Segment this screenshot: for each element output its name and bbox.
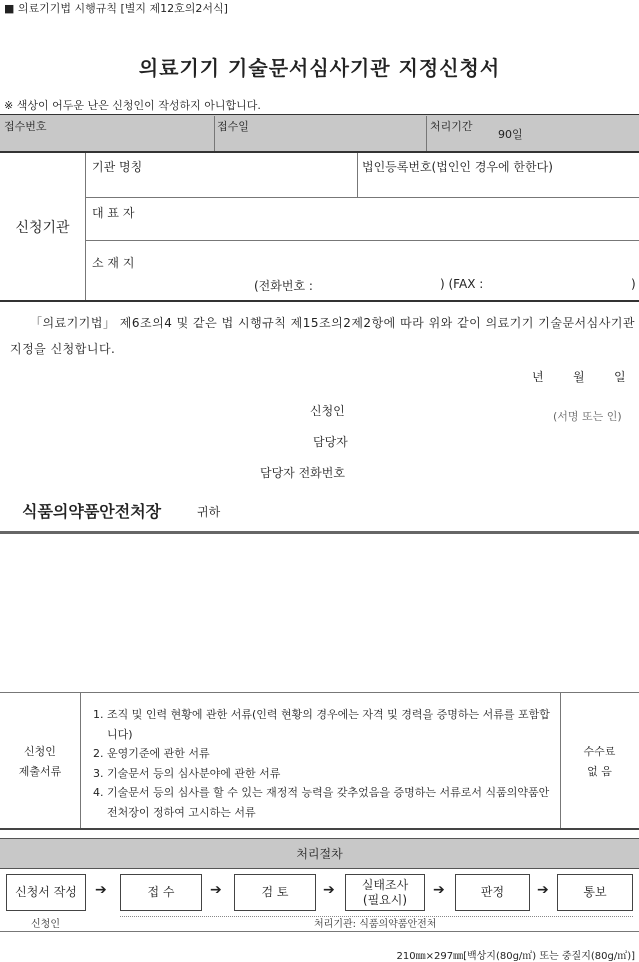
- corp-registration-label: 법인등록번호(법인인 경우에 한한다): [362, 160, 553, 174]
- step-review: 검 토: [234, 874, 316, 911]
- instruction-note: ※ 색상이 어두운 난은 신청인이 작성하지 아니합니다.: [4, 99, 261, 112]
- arrow-icon: ➔: [433, 882, 445, 898]
- receipt-number-label: 접수번호: [4, 120, 47, 133]
- step-decision: 판정: [455, 874, 530, 911]
- divider: [357, 153, 358, 197]
- paper-spec: 210㎜×297㎜[백상지(80g/㎡) 또는 중질지(80g/㎡)]: [396, 951, 635, 962]
- month-label: 월: [573, 370, 585, 384]
- documents-label-line1: 신청인: [24, 745, 56, 758]
- application-statement: 「의료기기법」 제6조의4 및 같은 법 시행규칙 제15조의2제2항에 따라 위와 같이 의료기기 기술문서심사기관 지정을 신청합니다.: [10, 316, 635, 356]
- divider: [80, 693, 81, 829]
- processing-period-value: 90일: [498, 128, 523, 141]
- thick-rule: [0, 531, 639, 534]
- step-notification: 통보: [557, 874, 633, 911]
- phone-label: (전화번호 :: [254, 279, 313, 293]
- applicant-label: 신청인: [310, 404, 345, 418]
- fee-label: 수수료: [583, 745, 616, 758]
- rule: [0, 692, 639, 693]
- step-receipt: 접 수: [120, 874, 202, 911]
- fee-value: 없 음: [587, 765, 612, 778]
- document-item: 4. 기술문서 등의 심사를 할 수 있는 재정적 능력을 갖추었음을 증명하는 서류로서 식품의약품안전처장이 정하여 고시하는 서류: [93, 786, 550, 819]
- representative-label: 대 표 자: [92, 206, 135, 220]
- arrow-icon: ➔: [95, 882, 107, 898]
- contact-person-label: 담당자: [313, 435, 348, 449]
- rule: [0, 300, 639, 302]
- fax-label: ) (FAX :: [440, 277, 484, 291]
- applicant-caption: 신청인: [31, 919, 60, 930]
- document-item: 3. 기술문서 등의 심사분야에 관한 서류: [93, 766, 281, 780]
- day-label: 일: [614, 370, 626, 384]
- sign-note: (서명 또는 인): [553, 410, 622, 423]
- documents-label-line2: 제출서류: [18, 765, 62, 778]
- rule: [0, 151, 639, 153]
- fax-close: ): [631, 277, 636, 291]
- applicant-section-label: 신청기관: [15, 220, 70, 236]
- rule: [0, 828, 639, 830]
- agency-caption: 처리기관: 식품의약품안전처: [314, 919, 437, 930]
- step-application: 신청서 작성: [6, 874, 86, 911]
- contact-phone-label: 담당자 전화번호: [260, 466, 345, 480]
- document-item: 2. 운영기준에 관한 서류: [93, 747, 210, 760]
- divider: [85, 153, 86, 301]
- documents-list: [93, 705, 559, 822]
- address-label: 소 재 지: [92, 256, 135, 270]
- procedure-header: 처리절차: [0, 838, 639, 869]
- recipient-suffix: 귀하: [197, 505, 221, 519]
- receipt-row: [0, 115, 639, 151]
- row-rule: [85, 197, 639, 198]
- processing-period-label: 처리기간: [430, 120, 473, 133]
- receipt-date-label: 접수일: [217, 120, 249, 133]
- arrow-icon: ➔: [323, 882, 335, 898]
- rule: [0, 931, 639, 932]
- arrow-icon: ➔: [210, 882, 222, 898]
- step-inspection: 실태조사 (필요시): [345, 874, 425, 911]
- fee-box: [560, 742, 639, 782]
- document-item: 1. 조직 및 인력 현황에 관한 서류(인력 현황의 경우에는 자격 및 경력을 증명하는 서류를 포함합니다): [93, 708, 550, 741]
- form-reference: ■ 의료기기법 시행규칙 [별지 제12호의2서식]: [4, 2, 228, 15]
- page-title: 의료기기 기술문서심사기관 지정신청서: [138, 56, 501, 80]
- org-name-label: 기관 명칭: [92, 160, 143, 174]
- documents-label: [0, 742, 80, 782]
- divider: [214, 116, 215, 151]
- arrow-icon: ➔: [537, 882, 549, 898]
- row-rule: [85, 240, 639, 241]
- year-label: 년: [532, 370, 544, 384]
- recipient-name: 식품의약품안전처장: [22, 502, 162, 521]
- divider: [426, 116, 427, 151]
